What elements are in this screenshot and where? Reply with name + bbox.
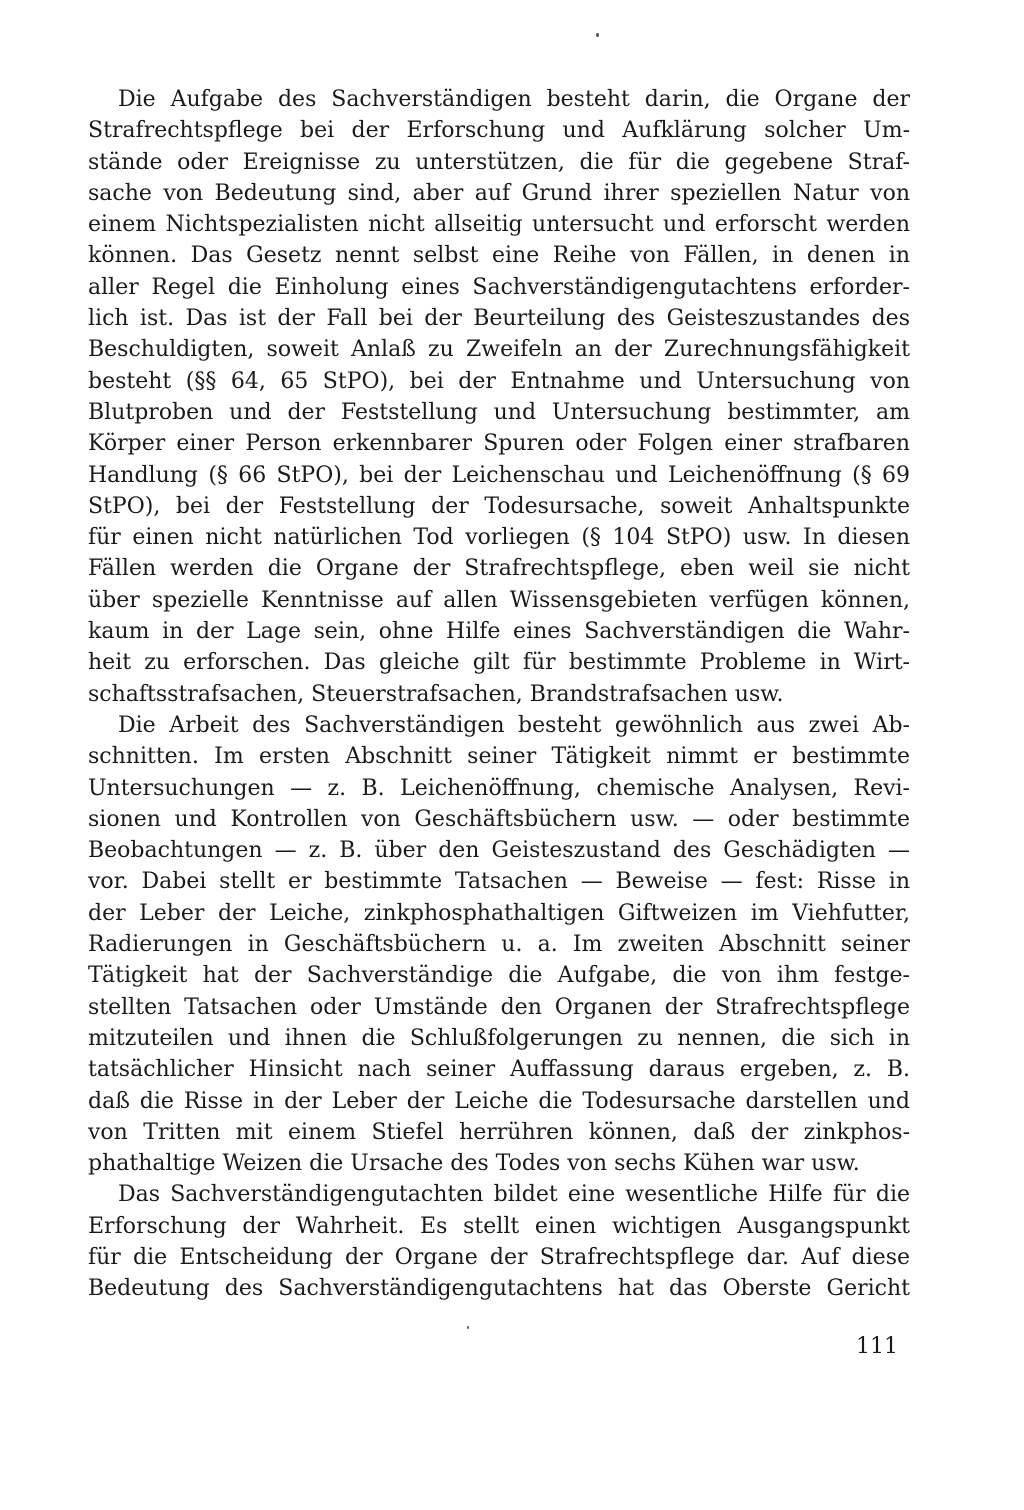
text-line: für die Entscheidung der Organe der Strafrechtspflege dar. Auf diese xyxy=(88,1244,910,1270)
text-line: für einen nicht natürlichen Tod vorliegen (§ 104 StPO) usw. In diesen xyxy=(88,525,910,551)
text-line: vor. Dabei stellt er bestimmte Tatsachen — Beweise — fest: Risse in xyxy=(88,869,910,895)
text-line: lich ist. Das ist der Fall bei der Beurteilung des Geisteszustandes des xyxy=(88,306,910,332)
text-line: Erforschung der Wahrheit. Es stellt einen wichtigen Ausgangspunkt xyxy=(88,1213,910,1239)
text-line: Die Arbeit des Sachverständigen besteht gewöhnlich aus zwei Ab- xyxy=(118,712,910,738)
scan-speck xyxy=(467,1326,469,1329)
scan-speck xyxy=(596,33,599,37)
text-line: daß die Risse in der Leber der Leiche die Todesursache darstellen und xyxy=(88,1088,910,1114)
text-line: besteht (§§ 64, 65 StPO), bei der Entnahme und Untersuchung von xyxy=(88,368,910,394)
text-line: Tätigkeit hat der Sachverständige die Aufgabe, die von ihm festge- xyxy=(88,963,910,989)
paragraph-3 xyxy=(88,1179,910,1304)
paragraph-1 xyxy=(88,84,910,710)
text-line: heit zu erforschen. Das gleiche gilt für bestimmte Probleme in Wirt- xyxy=(88,650,910,676)
text-line: Blutproben und der Feststellung und Untersuchung bestimmter, am xyxy=(88,399,910,425)
text-line: über spezielle Kenntnisse auf allen Wissensgebieten verfügen können, xyxy=(88,587,910,613)
text-line: Radierungen in Geschäftsbüchern u. a. Im zweiten Abschnitt seiner xyxy=(88,932,910,958)
text-line: stände oder Ereignisse zu unterstützen, die für die gegebene Straf- xyxy=(88,149,910,175)
text-line: können. Das Gesetz nennt selbst eine Reihe von Fällen, in denen in xyxy=(88,243,910,269)
text-line: Die Aufgabe des Sachverständigen besteht darin, die Organe der xyxy=(118,87,910,112)
text-line: schaftsstrafsachen, Steuerstrafsachen, Brandstrafsachen usw. xyxy=(88,681,784,707)
paragraph-2 xyxy=(88,710,910,1179)
text-line: Strafrechtspflege bei der Erforschung und Aufklärung solcher Um- xyxy=(88,118,910,144)
book-page-text xyxy=(88,84,910,1305)
text-line: Handlung (§ 66 StPO), bei der Leichenschau und Leichenöffnung (§ 69 xyxy=(88,462,910,488)
text-line: kaum in der Lage sein, ohne Hilfe eines Sachverständigen die Wahr- xyxy=(88,619,910,645)
text-line: einem Nichtspezialisten nicht allseitig untersucht und erforscht werden xyxy=(88,212,910,238)
text-line: schnitten. Im ersten Abschnitt seiner Tätigkeit nimmt er bestimmte xyxy=(88,744,910,770)
page-number: 111 xyxy=(856,1334,898,1359)
text-line: Beobachtungen — z. B. über den Geisteszustand des Geschädigten — xyxy=(88,838,910,864)
text-line: sionen und Kontrollen von Geschäftsbüchern usw. — oder bestimmte xyxy=(88,806,910,832)
text-line: von Tritten mit einem Stiefel herrühren können, daß der zinkphos- xyxy=(88,1119,910,1145)
text-line: Körper einer Person erkennbarer Spuren oder Folgen einer strafbaren xyxy=(88,431,910,457)
text-line: tatsächlicher Hinsicht nach seiner Auffassung daraus ergeben, z. B. xyxy=(88,1057,910,1083)
text-line: StPO), bei der Feststellung der Todesursache, soweit Anhaltspunkte xyxy=(88,493,910,519)
text-line: sache von Bedeutung sind, aber auf Grund ihrer speziellen Natur von xyxy=(88,180,910,206)
text-line: Das Sachverständigengutachten bildet eine wesentliche Hilfe für die xyxy=(118,1182,910,1208)
text-line: stellten Tatsachen oder Umstände den Organen der Strafrechtspflege xyxy=(88,994,910,1020)
text-line: Untersuchungen — z. B. Leichenöffnung, chemische Analysen, Revi- xyxy=(88,775,910,801)
text-line: Bedeutung des Sachverständigengutachtens hat das Oberste Gericht xyxy=(88,1276,910,1302)
text-line: aller Regel die Einholung eines Sachverständigengutachtens erforder- xyxy=(88,274,910,300)
text-line: der Leber der Leiche, zinkphosphathaltigen Giftweizen im Viehfutter, xyxy=(88,900,910,926)
text-line: Fällen werden die Organe der Strafrechtspflege, eben weil sie nicht xyxy=(88,556,910,582)
text-line: Beschuldigten, soweit Anlaß zu Zweifeln an der Zurechnungsfähigkeit xyxy=(88,337,910,363)
text-line: mitzuteilen und ihnen die Schlußfolgerungen zu nennen, die sich in xyxy=(88,1025,910,1051)
text-line: phathaltige Weizen die Ursache des Todes von sechs Kühen war usw. xyxy=(88,1151,860,1177)
